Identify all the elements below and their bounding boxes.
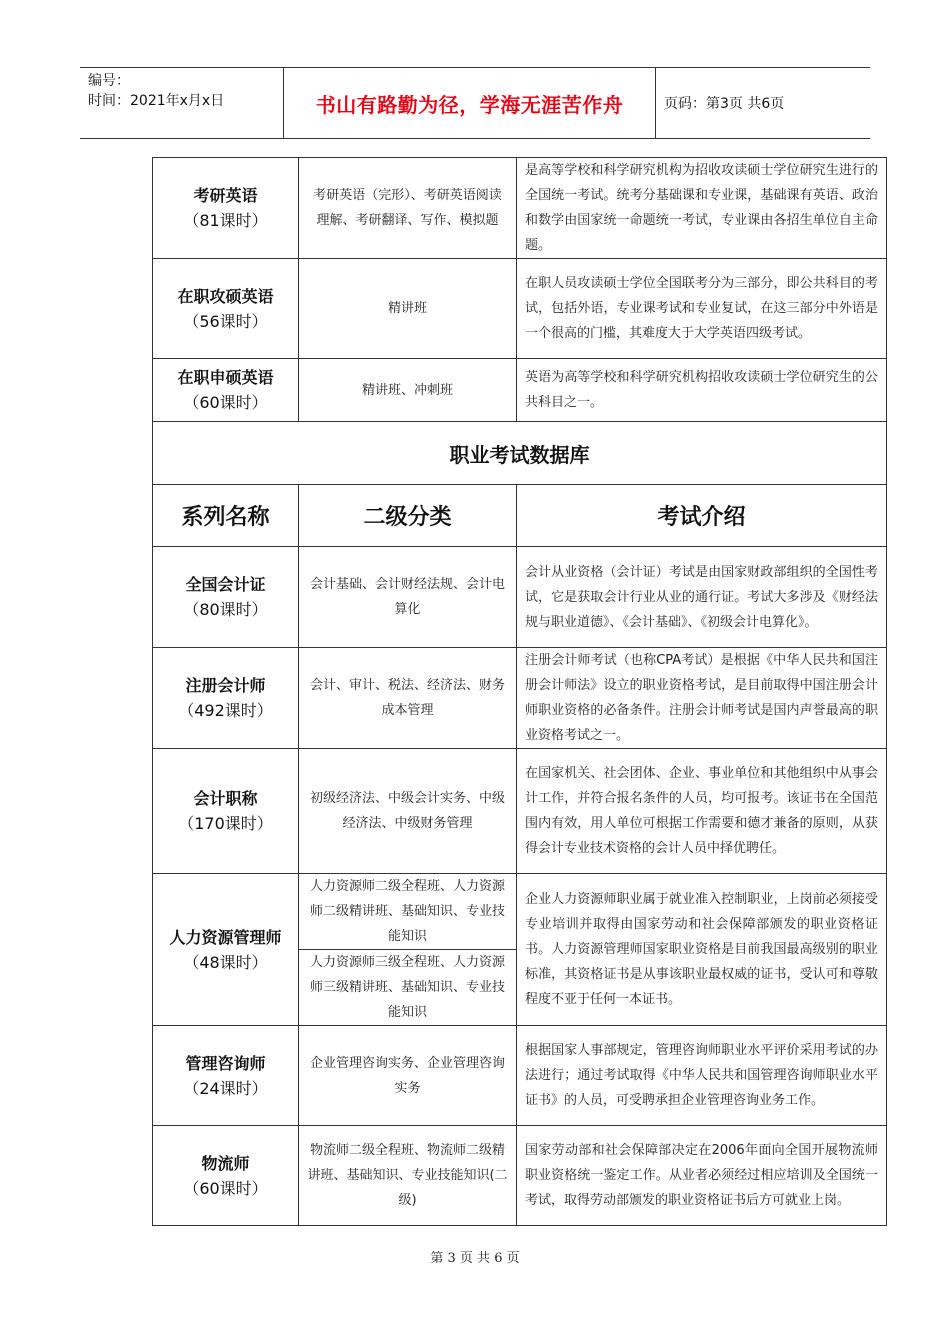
column-header-series: 系列名称: [153, 485, 299, 547]
description-cell: 注册会计师考试（也称CPA考试）是根据《中华人民共和国注册会计师法》设立的职业资格考试，是目前取得中国注册会计师职业资格的必备条件。注册会计师考试是国内声誉最高的职业资格考试之一。: [517, 648, 887, 749]
series-name-cell: [153, 158, 299, 259]
description-cell: 在国家机关、社会团体、企业、事业单位和其他组织中从事会计工作，并符合报名条件的人员，均可报考。该证书在全国范围内有效，用人单位可根据工作需要和德才兼备的原则，从获得会计专业技术资格的会计人员中择优聘任。: [517, 749, 887, 874]
series-name-cell: [153, 648, 299, 749]
subcategory-cell: 初级经济法、中级会计实务、中级经济法、中级财务管理: [299, 749, 517, 874]
description-cell: 国家劳动部和社会保障部决定在2006年面向全国开展物流师职业资格统一鉴定工作。从业者必须经过相应培训及全国统一考试，取得劳动部颁发的职业资格证书后方可就业上岗。: [517, 1126, 887, 1226]
series-name: 在职攻硕英语: [177, 286, 274, 306]
time-label: 时间：2021年x月x日: [88, 93, 225, 109]
subcategory-cell: 人力资源师三级全程班、人力资源师三级精讲班、基础知识、专业技能知识: [299, 950, 517, 1026]
subcategory-cell: 物流师二级全程班、物流师二级精讲班、基础知识、专业技能知识(二级): [299, 1126, 517, 1226]
subcategory-cell: 会计、审计、税法、经济法、财务成本管理: [299, 648, 517, 749]
table-row: [153, 158, 887, 259]
series-name: 全国会计证: [185, 575, 266, 594]
series-hours: （60课时）: [183, 1178, 268, 1198]
series-name-cell: [153, 1126, 299, 1226]
series-name: 会计职称: [193, 789, 258, 808]
series-hours: （170课时）: [178, 814, 273, 833]
series-hours: （60课时）: [183, 393, 268, 412]
subcategory-cell: 人力资源师二级全程班、人力资源师二级精讲班、基础知识、专业技能知识: [299, 874, 517, 950]
series-hours: （492课时）: [178, 701, 273, 720]
section-title: 职业考试数据库: [153, 422, 887, 485]
description-cell: 会计从业资格（会计证）考试是由国家财政部组织的全国性考试，它是获取会计行业从业的通行证。考试大多涉及《财经法规与职业道德》、《会计基础》、《初级会计电算化》。: [517, 547, 887, 648]
page-header: [80, 67, 870, 139]
page-footer: 第 3 页 共 6 页: [430, 1251, 520, 1266]
subcategory-cell: 考研英语（完形）、考研英语阅读理解、考研翻译、写作、模拟题: [299, 158, 517, 259]
column-header-row: [153, 485, 887, 547]
series-name-cell: [153, 259, 299, 359]
series-name-cell: [153, 359, 299, 422]
series-hours: （48课时）: [183, 952, 268, 972]
table-row: [153, 1026, 887, 1126]
exam-table: [152, 157, 887, 1226]
series-hours: （24课时）: [183, 1078, 268, 1098]
description-cell: 是高等学校和科学研究机构为招收攻读硕士学位研究生进行的全国统一考试。统考分基础课和专业课，基础课有英语、政治和数学由国家统一命题统一考试，专业课由各招生单位自主命题。: [517, 158, 887, 259]
table-row: [153, 1126, 887, 1226]
description-cell: 在职人员攻读硕士学位全国联考分为三部分，即公共科目的考试，包括外语，专业课考试和专业复试，在这三部分中外语是一个很高的门槛，其难度大于大学英语四级考试。: [517, 259, 887, 359]
series-name: 考研英语: [193, 186, 258, 205]
series-name: 在职申硕英语: [177, 368, 274, 387]
description-cell: 英语为高等学校和科学研究机构招收攻读硕士学位研究生的公共科目之一。: [517, 359, 887, 422]
section-row: [153, 422, 887, 485]
column-header-subcategory: 二级分类: [299, 485, 517, 547]
series-name: 管理咨询师: [185, 1053, 266, 1073]
series-name-cell: [153, 1026, 299, 1126]
series-name-cell: [153, 547, 299, 648]
table-row: [153, 547, 887, 648]
subcategory-cell: 精讲班、冲刺班: [299, 359, 517, 422]
table-row: [153, 874, 887, 950]
subcategory-cell: 精讲班: [299, 259, 517, 359]
header-divider: [655, 68, 656, 138]
series-name: 人力资源管理师: [169, 927, 282, 947]
page-indicator: 页码：第3页 共6页: [664, 96, 785, 112]
subcategory-cell: 企业管理咨询实务、企业管理咨询实务: [299, 1026, 517, 1126]
series-name-cell: [153, 749, 299, 874]
table-row: [153, 749, 887, 874]
header-motto: 书山有路勤为径，学海无涯苦作舟: [315, 92, 624, 117]
series-hours: （56课时）: [183, 311, 268, 331]
subcategory-cell: 会计基础、会计财经法规、会计电算化: [299, 547, 517, 648]
series-name-cell: [153, 874, 299, 1026]
header-meta: [88, 71, 283, 111]
number-label: 编号：: [88, 73, 130, 89]
series-hours: （81课时）: [183, 211, 268, 230]
column-header-description: 考试介绍: [517, 485, 887, 547]
table-row: [153, 648, 887, 749]
table-row: [153, 259, 887, 359]
exam-table-wrapper: [152, 157, 886, 1226]
series-name: 注册会计师: [185, 676, 266, 695]
description-cell: 根据国家人事部规定，管理咨询师职业水平评价采用考试的办法进行；通过考试取得《中华人民共和国管理咨询师职业水平证书》的人员，可受聘承担企业管理咨询业务工作。: [517, 1026, 887, 1126]
series-name: 物流师: [201, 1153, 250, 1173]
series-hours: （80课时）: [183, 600, 268, 619]
description-cell: 企业人力资源师职业属于就业准入控制职业，上岗前必须接受专业培训并取得由国家劳动和社会保障部颁发的职业资格证书。人力资源管理师国家职业资格是目前我国最高级别的职业标准，其资格证书是从事该职业最权威的证书，受认可和尊敬程度不亚于任何一本证书。: [517, 874, 887, 1026]
table-row: [153, 359, 887, 422]
